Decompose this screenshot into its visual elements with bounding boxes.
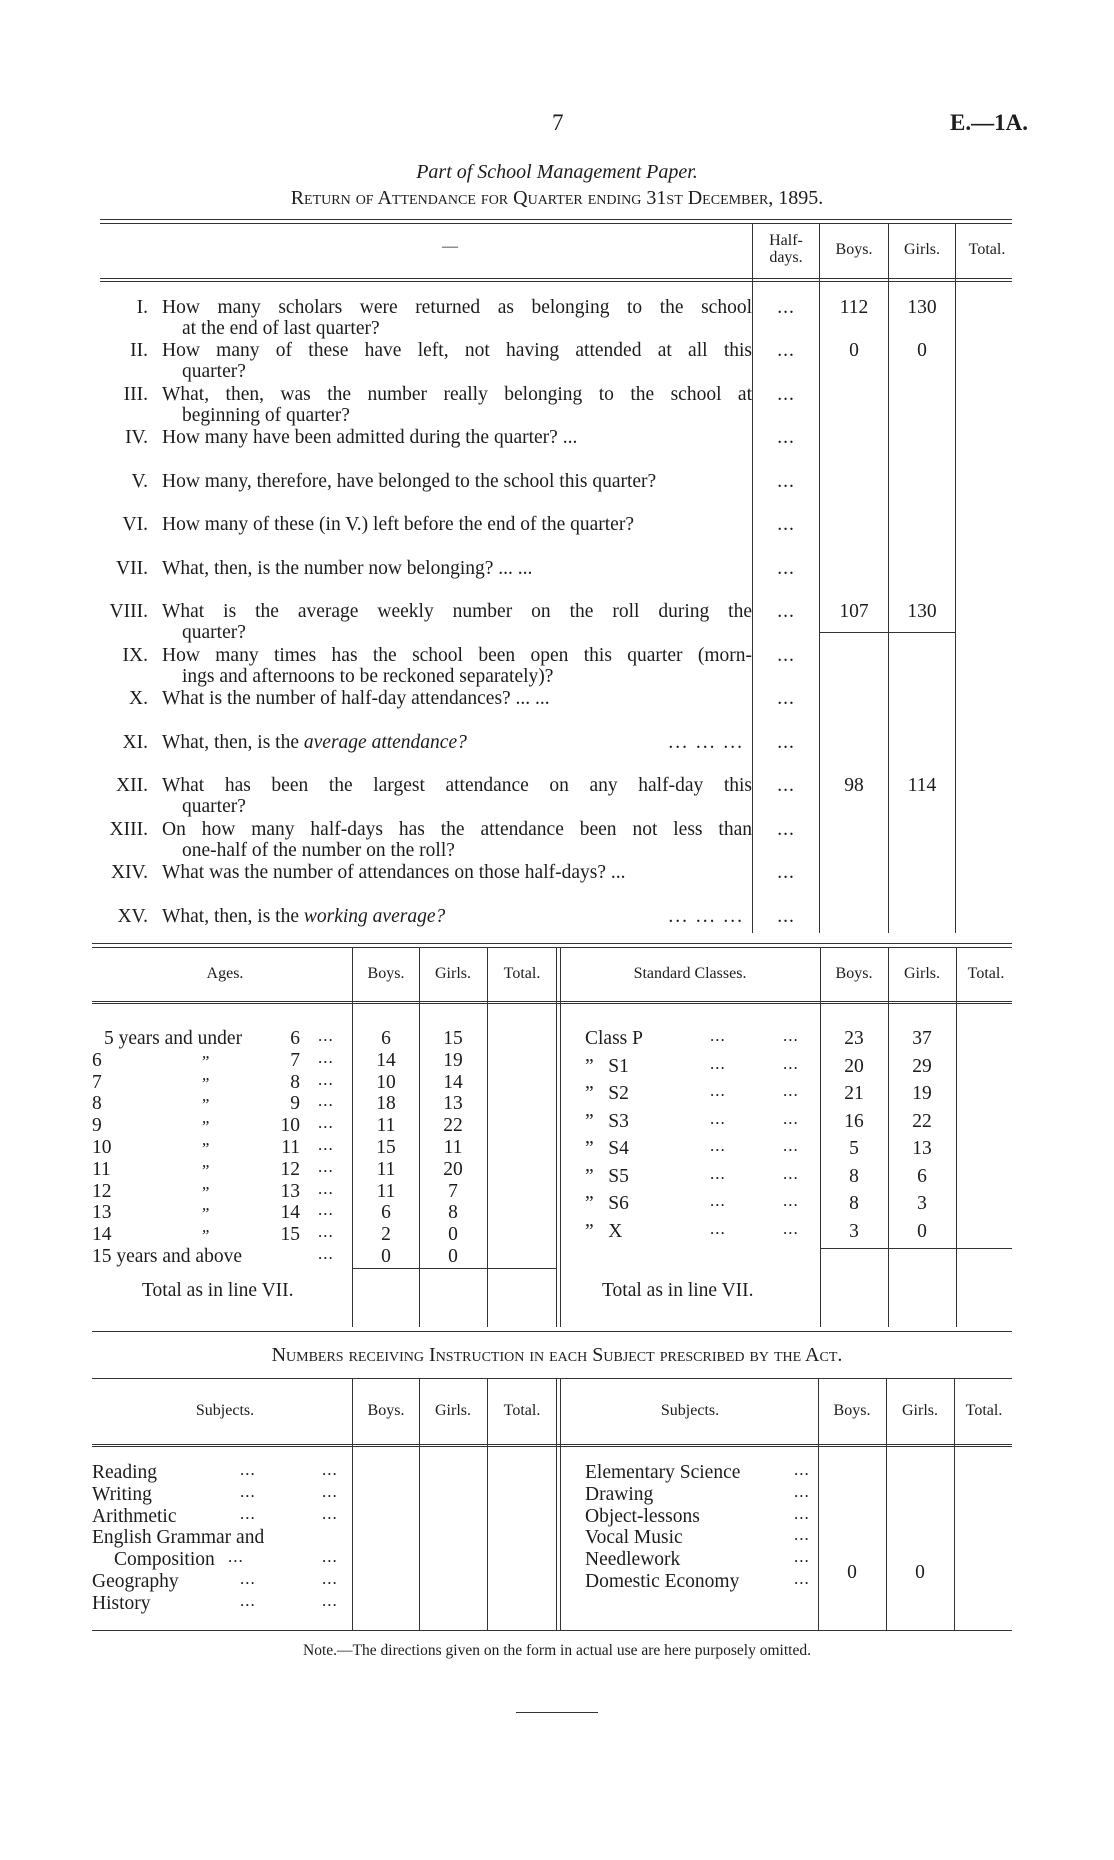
instruction-title <box>0 1344 1114 1367</box>
age-from: 6 <box>92 1049 102 1071</box>
age-boys: 6 <box>381 1028 391 1049</box>
leader-dots: ... <box>318 1091 334 1111</box>
age-from: 10 <box>92 1137 112 1158</box>
boys-value: 0 <box>849 340 859 361</box>
question-number: VII. <box>116 558 148 579</box>
question-number: X. <box>129 688 148 709</box>
standard-girls: 19 <box>912 1083 932 1104</box>
question-text-continued: beginning of quarter? <box>182 405 350 426</box>
question-number: VI. <box>122 514 148 535</box>
question-row <box>100 819 1000 861</box>
footnote: Note.—The directions given on the form in actual use are here purposely omitted. <box>303 1642 811 1659</box>
girls-value: 114 <box>907 775 937 796</box>
question-text: What was the number of attendances on those half-days? ... <box>162 862 626 883</box>
leader-dots: ... <box>322 1590 338 1610</box>
question-row <box>100 645 1000 687</box>
age-to: 6 <box>290 1028 300 1049</box>
leader-dots: ... <box>783 1081 799 1100</box>
age-to: 13 <box>280 1180 300 1202</box>
form-title: Part of School Management Paper. <box>416 161 698 183</box>
leader-dots: ... <box>318 1200 334 1220</box>
question-number: VIII. <box>109 601 148 622</box>
total-header: Total. <box>968 241 1006 258</box>
question-text-continued: ings and afternoons to be reckoned separately)? <box>182 666 554 687</box>
subjects-right-header: Subjects. <box>660 1402 720 1419</box>
age-girls: 20 <box>443 1158 463 1180</box>
standard-boys: 3 <box>849 1220 859 1242</box>
subject-label: Needlework <box>585 1549 681 1571</box>
standard-girls: 22 <box>912 1110 932 1132</box>
leader-dots: ... <box>783 1026 799 1045</box>
age-to: 14 <box>280 1202 300 1224</box>
instr-boys-header-right: Boys. <box>833 1402 871 1419</box>
subject-label: Drawing <box>585 1483 654 1505</box>
standard-girls: 13 <box>912 1138 932 1159</box>
leader-dots: ... <box>318 1047 334 1067</box>
instr-girls-header-right: Girls. <box>902 1402 938 1419</box>
half-days-value: ... <box>777 340 795 361</box>
question-number: IV. <box>125 427 148 448</box>
age-girls: 0 <box>448 1246 458 1267</box>
age-from: 13 <box>92 1202 112 1224</box>
leader-dots: ... <box>783 1108 799 1128</box>
leader-dots: ... <box>322 1460 338 1479</box>
age-girls: 14 <box>443 1071 463 1093</box>
boys-value: 107 <box>839 601 869 622</box>
half-days-value: ... <box>777 384 795 405</box>
question-text-dots: ... ... ... <box>668 906 744 927</box>
leader-dots: ... <box>710 1163 726 1183</box>
age-girls: 13 <box>443 1093 463 1115</box>
leader-dots: ... <box>794 1525 810 1545</box>
question-text: How many scholars were returned as belonging to the school <box>162 297 752 318</box>
age-from: 11 <box>92 1158 111 1180</box>
ditto-mark: ” <box>200 1073 210 1093</box>
question-text: What, then, is the number now belonging? ... ... <box>162 558 533 579</box>
leader-dots: ... <box>322 1547 338 1567</box>
question-number: XIV. <box>110 862 148 883</box>
ages-girls-header: Girls. <box>435 965 471 982</box>
question-text-start: What, then, is the <box>162 906 300 927</box>
subject-label: Composition <box>114 1549 215 1571</box>
age-girls: 11 <box>443 1137 463 1158</box>
form-subtitle <box>0 187 1114 210</box>
half-days-value: ... <box>777 732 795 753</box>
instr-total-header-left: Total. <box>503 1402 541 1419</box>
age-boys: 10 <box>376 1071 396 1093</box>
question-text-italic: average attendance? <box>303 732 467 753</box>
question-row <box>100 427 1000 469</box>
question-text-italic: working average? <box>303 906 446 927</box>
instr-girls-header-left: Girls. <box>435 1402 471 1419</box>
standard-boys: 20 <box>844 1055 864 1077</box>
question-number: XIII. <box>109 819 148 840</box>
ditto-mark: ” <box>200 1051 210 1071</box>
leader-dots: ... <box>318 1135 334 1154</box>
standards-total-label: Total as in line VII. <box>602 1280 754 1301</box>
document-reference: E.—1A. <box>950 110 1028 135</box>
leader-dots: ... <box>322 1569 338 1588</box>
question-row <box>100 471 1000 513</box>
age-to: 11 <box>281 1137 300 1158</box>
leader-dots: ... <box>240 1503 256 1523</box>
girls-header: Girls. <box>904 241 940 258</box>
question-text-continued: quarter? <box>182 361 246 382</box>
standard-girls: 3 <box>917 1193 927 1214</box>
leader-dots: ... <box>783 1136 799 1155</box>
age-boys: 11 <box>376 1115 396 1137</box>
ages-total-header: Total. <box>503 965 541 982</box>
standards-header: Standard Classes. <box>633 965 747 982</box>
question-text: What is the average weekly number on the roll during the <box>162 601 752 622</box>
age-boys: 14 <box>376 1049 396 1071</box>
leader-dots: ... <box>783 1163 799 1183</box>
question-row <box>100 862 1000 904</box>
age-boys: 11 <box>376 1180 396 1202</box>
subject-label: Writing <box>92 1483 152 1505</box>
half-days-value: ... <box>777 427 795 448</box>
question-text-dots: ... ... ... <box>668 732 744 753</box>
leader-dots: ... <box>783 1191 799 1210</box>
age-label: 15 years and above <box>92 1246 242 1267</box>
subject-label: English Grammar and <box>92 1527 265 1549</box>
standards-boys-header: Boys. <box>835 965 873 982</box>
leader-dots: ... <box>228 1547 244 1567</box>
leader-dots: ... <box>318 1178 334 1198</box>
leader-dots: ... <box>794 1547 810 1567</box>
standard-class-label: ” S2 <box>585 1083 629 1104</box>
half-days-value: ... <box>777 297 795 318</box>
leader-dots: ... <box>322 1481 338 1501</box>
page-number: 7 <box>552 110 564 135</box>
question-row <box>100 558 1000 600</box>
question-row <box>100 906 1000 948</box>
leader-dots: ... <box>318 1026 334 1045</box>
ages-boys-header: Boys. <box>367 965 405 982</box>
instruction-title-text: Numbers receiving Instruction in each Subject prescribed by the Act. <box>271 1344 843 1366</box>
leader-dots: ... <box>318 1069 334 1089</box>
age-girls: 15 <box>443 1028 463 1049</box>
standard-girls: 6 <box>917 1165 927 1187</box>
half-days-value: ... <box>777 558 795 579</box>
age-from: 12 <box>92 1180 112 1202</box>
standard-boys: 21 <box>844 1083 864 1104</box>
question-number: I. <box>136 297 148 318</box>
age-girls: 19 <box>443 1049 463 1071</box>
domestic-economy-boys: 0 <box>847 1562 857 1583</box>
subject-label: Arithmetic <box>92 1505 177 1527</box>
girls-value: 0 <box>917 340 927 361</box>
age-to: 9 <box>290 1093 300 1115</box>
half-days-value: ... <box>777 601 795 622</box>
instr-total-header-right: Total. <box>965 1402 1003 1419</box>
standard-class-label: Class P <box>585 1028 643 1049</box>
half-days-value: ... <box>777 862 795 883</box>
age-to: 8 <box>290 1071 300 1093</box>
ditto-mark: ” <box>200 1095 210 1115</box>
ditto-mark: ” <box>200 1139 210 1158</box>
leader-dots: ... <box>794 1503 810 1523</box>
question-number: IX. <box>122 645 148 666</box>
standard-class-label: ” S5 <box>585 1165 629 1187</box>
half-days-value: ... <box>777 514 795 535</box>
standard-boys: 8 <box>849 1193 859 1214</box>
question-text-continued: at the end of last quarter? <box>182 318 380 339</box>
question-row <box>100 514 1000 556</box>
leader-dots: ... <box>710 1218 726 1238</box>
age-to: 7 <box>290 1049 300 1071</box>
leader-dots: ... <box>318 1113 334 1133</box>
subjects-left-header: Subjects. <box>195 1402 255 1419</box>
question-number: V. <box>131 471 148 492</box>
half-days-value: ... <box>777 645 795 666</box>
leader-dots: ... <box>710 1136 726 1155</box>
half-days-value: ... <box>777 688 795 709</box>
leader-dots: ... <box>794 1481 810 1501</box>
leader-dots: ... <box>240 1460 256 1479</box>
question-text-start: What, then, is the <box>162 732 300 753</box>
age-boys: 0 <box>381 1246 391 1267</box>
standards-total-header: Total. <box>967 965 1005 982</box>
age-to: 15 <box>280 1224 300 1246</box>
standard-boys: 8 <box>849 1165 859 1187</box>
age-to: 10 <box>280 1115 300 1137</box>
question-text: What is the number of half-day attendances? ... ... <box>162 688 550 709</box>
standard-boys: 16 <box>844 1110 864 1132</box>
question-text: How many, therefore, have belonged to the school this quarter? <box>162 471 657 492</box>
leader-dots: ... <box>322 1503 338 1523</box>
domestic-economy-girls: 0 <box>915 1562 925 1583</box>
age-from: 9 <box>92 1115 102 1137</box>
half-days-value: ... <box>777 819 795 840</box>
standard-girls: 37 <box>912 1028 932 1049</box>
leader-dots: ... <box>794 1460 810 1479</box>
leader-dots: ... <box>710 1081 726 1100</box>
girls-value: 130 <box>907 601 937 622</box>
question-number: XV. <box>117 906 148 927</box>
age-girls: 22 <box>443 1115 463 1137</box>
age-to: 12 <box>280 1158 300 1180</box>
ages-header: Ages. <box>206 965 244 982</box>
half-days-value: ... <box>777 775 795 796</box>
standard-girls: 29 <box>912 1055 932 1077</box>
question-text: What, then, was the number really belonging to the school at <box>162 384 752 405</box>
ditto-mark: ” <box>200 1117 210 1137</box>
standard-class-label: ” S6 <box>585 1193 629 1214</box>
ditto-mark: ” <box>200 1226 210 1246</box>
standard-girls: 0 <box>917 1220 927 1242</box>
subject-label: Reading <box>92 1462 157 1483</box>
leader-dots: ... <box>710 1053 726 1073</box>
question-text-continued: quarter? <box>182 796 246 817</box>
age-from: 7 <box>92 1071 102 1093</box>
ages-total-label: Total as in line VII. <box>142 1280 294 1301</box>
standard-class-label: ” S4 <box>585 1138 629 1159</box>
leader-dots: ... <box>240 1569 256 1588</box>
ditto-mark: ” <box>200 1160 210 1180</box>
question-text-continued: one-half of the number on the roll? <box>182 840 455 861</box>
question-text: How many have been admitted during the quarter? ... <box>162 427 578 448</box>
standards-girls-header: Girls. <box>904 965 940 982</box>
subject-label: Domestic Economy <box>585 1571 740 1592</box>
ditto-mark: ” <box>200 1204 210 1224</box>
leader-dots: ... <box>783 1053 799 1073</box>
question-number: II. <box>130 340 148 361</box>
half-days-value: ... <box>777 906 795 927</box>
question-text: How many of these have left, not having attended at all this <box>162 340 752 361</box>
question-text <box>162 906 752 927</box>
standard-class-label: ” X <box>585 1220 623 1242</box>
instr-boys-header-left: Boys. <box>367 1402 405 1419</box>
girls-value: 130 <box>907 297 937 318</box>
leader-dots: ... <box>240 1481 256 1501</box>
age-girls: 8 <box>448 1202 458 1224</box>
leader-dots: ... <box>710 1026 726 1045</box>
age-label: 5 years and under <box>104 1028 243 1049</box>
age-from: 8 <box>92 1093 102 1115</box>
boys-value: 112 <box>839 297 869 318</box>
subject-label: History <box>92 1592 151 1614</box>
question-text: How many times has the school been open this quarter (morn- <box>162 645 752 666</box>
standard-class-label: ” S3 <box>585 1110 629 1132</box>
ditto-mark: ” <box>200 1182 210 1202</box>
subject-label: Vocal Music <box>585 1527 683 1549</box>
question-text-continued: quarter? <box>182 622 246 643</box>
age-boys: 2 <box>381 1224 391 1246</box>
subject-label: Geography <box>92 1571 179 1592</box>
age-boys: 15 <box>376 1137 396 1158</box>
question-number: III. <box>123 384 148 405</box>
age-from: 14 <box>92 1224 112 1246</box>
question-text <box>162 732 752 753</box>
question-row <box>100 688 1000 730</box>
leader-dots: ... <box>783 1218 799 1238</box>
half-days-header: Half-days. <box>769 232 803 266</box>
leader-dots: ... <box>318 1156 334 1176</box>
question-text: On how many half-days has the attendance been not less than <box>162 819 752 840</box>
age-boys: 6 <box>381 1202 391 1224</box>
subject-label: Object-lessons <box>585 1505 700 1527</box>
age-girls: 0 <box>448 1224 458 1246</box>
question-number: XI. <box>122 732 148 753</box>
question-column-header: — <box>442 238 458 255</box>
age-boys: 11 <box>376 1158 396 1180</box>
leader-dots: ... <box>794 1569 810 1588</box>
leader-dots: ... <box>240 1590 256 1610</box>
leader-dots: ... <box>318 1222 334 1242</box>
question-number: XII. <box>116 775 148 796</box>
standard-boys: 23 <box>844 1028 864 1049</box>
subtitle-text: Return of Attendance for Quarter ending 31st December, 1895. <box>290 187 824 209</box>
question-text: What has been the largest attendance on any half-day this <box>162 775 752 796</box>
leader-dots: ... <box>318 1244 334 1263</box>
question-row <box>100 384 1000 426</box>
half-days-value: ... <box>777 471 795 492</box>
boys-header: Boys. <box>835 241 873 258</box>
age-girls: 7 <box>448 1180 458 1202</box>
leader-dots: ... <box>710 1108 726 1128</box>
question-text: How many of these (in V.) left before the end of the quarter? <box>162 514 634 535</box>
question-row <box>100 732 1000 774</box>
end-rule <box>516 1712 598 1713</box>
standard-class-label: ” S1 <box>585 1055 629 1077</box>
standard-boys: 5 <box>849 1138 859 1159</box>
leader-dots: ... <box>710 1191 726 1210</box>
subject-label: Elementary Science <box>585 1462 741 1483</box>
boys-value: 98 <box>844 775 864 796</box>
age-boys: 18 <box>376 1093 396 1115</box>
